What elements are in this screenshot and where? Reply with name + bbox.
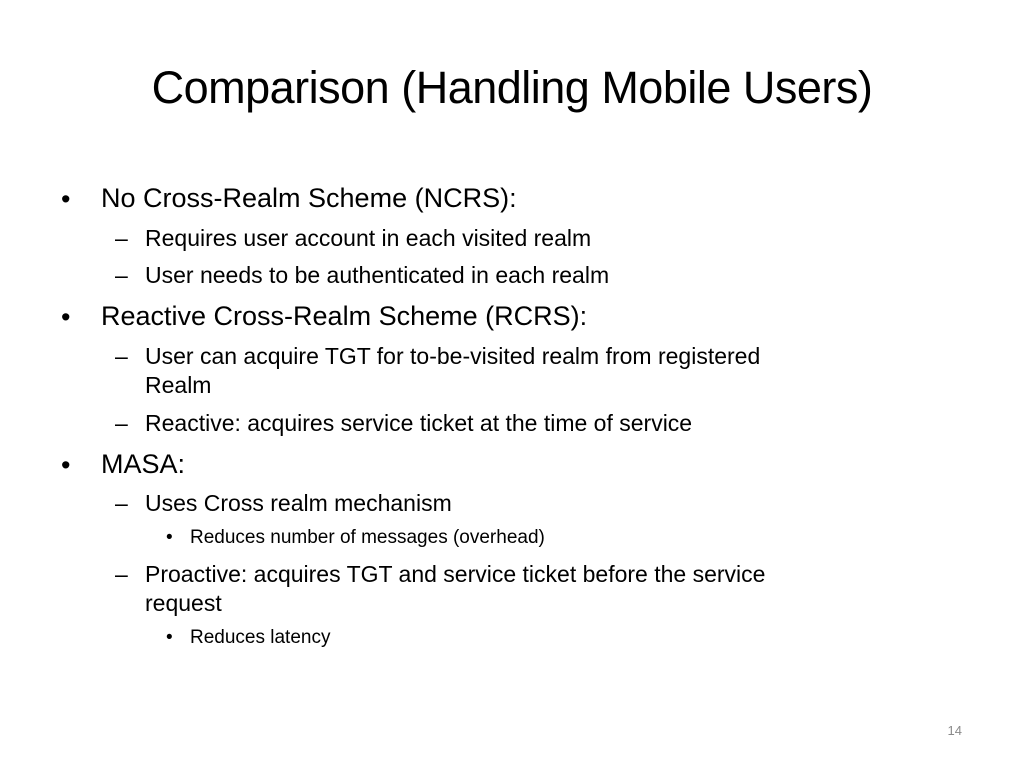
bullet-text: Reactive Cross-Realm Scheme (RCRS): <box>101 301 588 331</box>
bullet-marker: – <box>115 410 128 436</box>
bullet-text-continuation: request <box>145 590 222 616</box>
bullet-marker: • <box>61 302 71 332</box>
bullet-text: Proactive: acquires TGT and service ticket before the service <box>145 561 766 587</box>
bullet-text: MASA: <box>101 449 186 479</box>
bullet-marker: • <box>61 184 71 214</box>
bullet-text: Uses Cross realm mechanism <box>145 490 452 516</box>
bullet-text: Reactive: acquires service ticket at the time of service <box>145 410 693 436</box>
slide-title: Comparison (Handling Mobile Users) <box>151 62 873 113</box>
bullet-text: No Cross-Realm Scheme (NCRS): <box>101 183 517 213</box>
bullet-marker: – <box>115 262 128 288</box>
bullet-marker: – <box>115 561 128 587</box>
bullet-marker: • <box>166 627 173 648</box>
bullet-text: Reduces number of messages (overhead) <box>190 527 545 548</box>
bullet-marker: – <box>115 343 128 369</box>
bullet-text: User needs to be authenticated in each realm <box>145 262 610 288</box>
bullet-text: User can acquire TGT for to-be-visited realm from registered <box>145 343 761 369</box>
bullet-text: Reduces latency <box>190 627 331 648</box>
bullet-marker: • <box>61 450 71 480</box>
bullet-text: Requires user account in each visited realm <box>145 225 592 251</box>
bullet-text-continuation: Realm <box>145 372 212 398</box>
bullet-marker: – <box>115 225 128 251</box>
bullet-marker: • <box>166 527 173 548</box>
bullet-marker: – <box>115 490 128 516</box>
page-number: 14 <box>947 723 962 738</box>
